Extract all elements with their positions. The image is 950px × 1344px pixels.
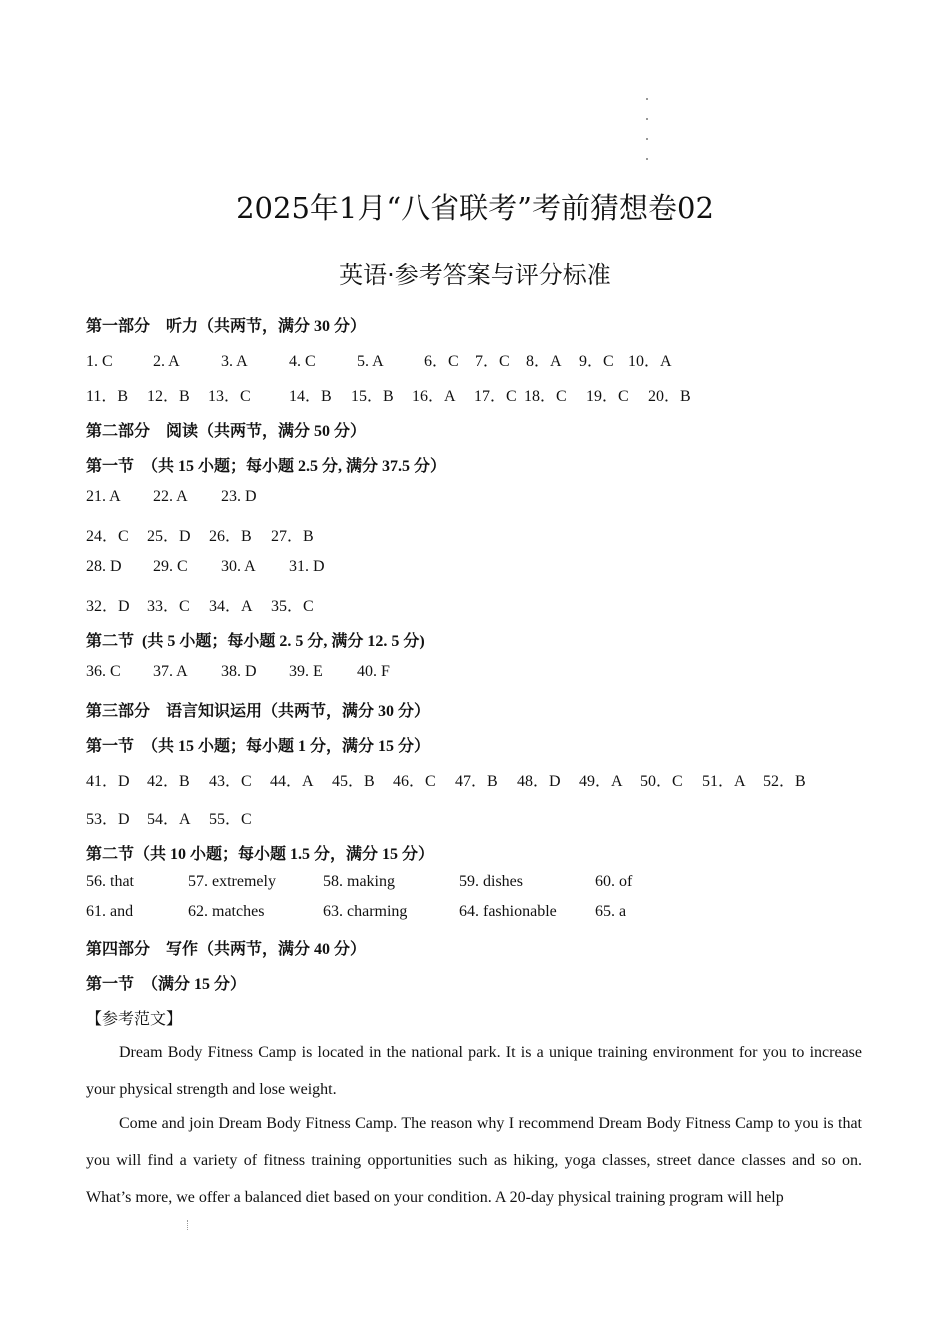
part3-row2 — [86, 806, 252, 829]
answer-item: 42．B — [147, 773, 190, 790]
answer-item: 59. dishes — [459, 873, 523, 890]
answer-item: 19．C — [586, 388, 629, 405]
answer-item: 58. making — [323, 873, 395, 890]
answer-item: 33．C — [147, 598, 190, 615]
answer-item: 17．C — [474, 388, 517, 405]
answer-item: 4. C — [289, 353, 316, 370]
answer-item: 64. fashionable — [459, 903, 557, 920]
answer-item: 45．B — [332, 773, 375, 790]
part2-row5 — [86, 663, 390, 681]
answer-item: 55．C — [209, 811, 252, 828]
answer-item: 18．C — [524, 388, 567, 405]
answer-item: 29. C — [153, 558, 188, 575]
answer-item: 38. D — [221, 663, 257, 680]
answer-item: 46．C — [393, 773, 436, 790]
answer-item: 65. a — [595, 903, 627, 920]
answer-item: 51．A — [702, 773, 746, 790]
answer-item: 50．C — [640, 773, 683, 790]
answer-item: 16．A — [412, 388, 456, 405]
answer-item: 48．D — [517, 773, 561, 790]
answer-item: 13．C — [208, 388, 251, 405]
part3-heading: 第三部分 语言知识运用（共两节，满分 30 分） — [86, 703, 431, 720]
answer-item: 15．B — [351, 388, 394, 405]
answer-item: 6．C — [424, 353, 459, 370]
answer-item: 26．B — [209, 528, 252, 545]
answer-item: 21. A — [86, 488, 121, 505]
answer-item: 44．A — [270, 773, 314, 790]
sample-paragraph-1: Dream Body Fitness Camp is located in the national park. It is a unique training environment for you to increase your physical strength and lose weight. — [86, 1044, 862, 1098]
answer-item: 5. A — [357, 353, 384, 370]
answer-item: 39. E — [289, 663, 323, 680]
answer-item: 37. A — [153, 663, 188, 680]
answer-item: 40. F — [357, 663, 390, 680]
answer-item: 28. D — [86, 558, 122, 575]
answer-item: 9．C — [579, 353, 614, 370]
part1-row2 — [86, 383, 691, 406]
answer-item: 12．B — [147, 388, 190, 405]
answer-item: 49．A — [579, 773, 623, 790]
part2-sec2-heading: 第二节 (共 5 小题；每小题 2. 5 分, 满分 12. 5 分) — [86, 633, 425, 650]
part2-row1 — [86, 488, 257, 506]
answer-item: 30. A — [221, 558, 256, 575]
answer-item: 61. and — [86, 903, 134, 920]
answer-item: 2. A — [153, 353, 180, 370]
part3-row1 — [86, 768, 806, 791]
part2-heading: 第二部分 阅读（共两节，满分 50 分） — [86, 423, 367, 440]
decorative-dots — [645, 96, 649, 166]
answer-item: 43．C — [209, 773, 252, 790]
part3-sec2-heading: 第二节（共 10 小题；每小题 1.5 分，满分 15 分） — [86, 846, 435, 863]
answer-item: 7．C — [475, 353, 510, 370]
part1-heading: 第一部分 听力（共两节，满分 30 分） — [86, 318, 367, 335]
sample-paragraph-2: Come and join Dream Body Fitness Camp. The reason why I recommend Dream Body Fitness Camp to you is that you will find a variety of fitness training opportunities such as hiking, yoga classes, street dance classes and so on. What’s more, we offer a balanced diet based on your condition. A 20-day physical training program will help — [86, 1115, 862, 1206]
part4-sec1-heading: 第一节 （满分 15 分） — [86, 976, 247, 993]
answer-item: 36. C — [86, 663, 121, 680]
answer-item: 10．A — [628, 353, 672, 370]
part2-sec1-heading: 第一节 （共 15 小题；每小题 2.5 分, 满分 37.5 分） — [86, 458, 447, 475]
answer-item: 52．B — [763, 773, 806, 790]
answer-item: 56. that — [86, 873, 134, 890]
answer-item: 32．D — [86, 598, 130, 615]
answer-item: 34．A — [209, 598, 253, 615]
part4-heading: 第四部分 写作（共两节，满分 40 分） — [86, 941, 367, 958]
answer-item: 62. matches — [188, 903, 265, 920]
answer-item: 57. extremely — [188, 873, 276, 890]
answer-item: 14．B — [289, 388, 332, 405]
answer-item: 63. charming — [323, 903, 408, 920]
answer-item: 53．D — [86, 811, 130, 828]
sample-essay-label: 【参考范文】 — [86, 1009, 183, 1028]
answer-item: 31. D — [289, 558, 325, 575]
answer-item: 23. D — [221, 488, 257, 505]
answer-item: 41．D — [86, 773, 130, 790]
answer-item: 3. A — [221, 353, 248, 370]
page-subtitle: 英语·参考答案与评分标准 — [339, 261, 611, 289]
answer-item: 8．A — [526, 353, 562, 370]
answer-item: 24．C — [86, 528, 129, 545]
answer-item: 1. C — [86, 353, 113, 370]
answer-item: 27．B — [271, 528, 314, 545]
part1-row1 — [86, 348, 672, 371]
part2-row2 — [86, 523, 314, 546]
answer-item: 11．B — [86, 388, 129, 405]
answer-item: 47．B — [455, 773, 498, 790]
answer-item: 35．C — [271, 598, 314, 615]
answer-item: 54．A — [147, 811, 191, 828]
answer-item: 20．B — [648, 388, 691, 405]
answer-item: 22. A — [153, 488, 188, 505]
part2-row4 — [86, 593, 314, 616]
answer-item: 60. of — [595, 873, 633, 890]
decorative-dots — [187, 1220, 190, 1230]
answer-item: 25．D — [147, 528, 191, 545]
part2-row3 — [86, 558, 325, 576]
part3-sec1-heading: 第一节 （共 15 小题；每小题 1 分，满分 15 分） — [86, 738, 431, 755]
page-title: 2025年1月“八省联考”考前猜想卷02 — [236, 191, 714, 225]
